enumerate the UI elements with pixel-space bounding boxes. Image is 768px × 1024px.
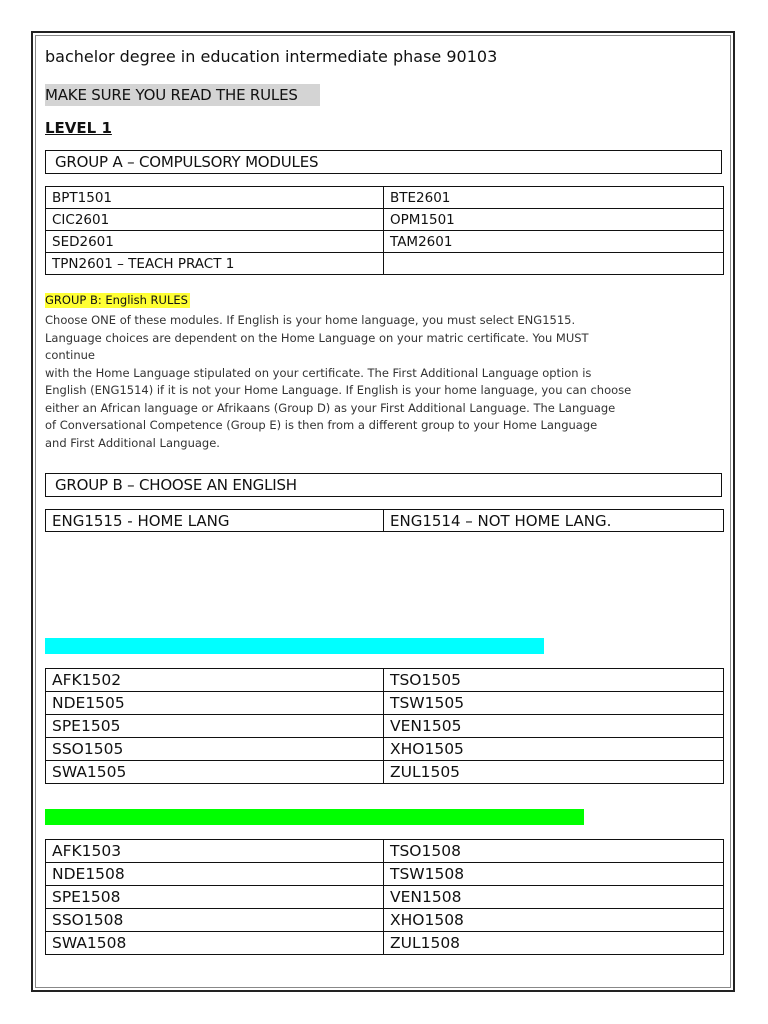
group-b-rules-label: GROUP B: English RULES	[45, 293, 188, 307]
group-c-table	[45, 668, 724, 784]
module-code: XHO1505	[384, 738, 724, 761]
table-row	[46, 510, 724, 532]
module-code: ENG1514 – NOT HOME LANG.	[384, 510, 724, 532]
rules-line: with the Home Language stipulated on your certificate. The First Additional Language option is	[45, 365, 592, 380]
module-code: BTE2601	[384, 187, 724, 209]
group-a-header: GROUP A – COMPULSORY MODULES	[45, 150, 722, 174]
table-row	[46, 209, 724, 231]
table-row	[46, 692, 724, 715]
table-row	[46, 669, 724, 692]
table-row	[46, 840, 724, 863]
module-code: AFK1503	[46, 840, 384, 863]
group-b-rules-text	[45, 312, 719, 452]
document-title: bachelor degree in education intermediate phase 90103	[45, 47, 498, 66]
module-code: NDE1508	[46, 863, 384, 886]
module-code: CIC2601	[46, 209, 384, 231]
module-code: BPT1501	[46, 187, 384, 209]
module-code: SWA1505	[46, 761, 384, 784]
module-code: TSW1505	[384, 692, 724, 715]
rules-line: either an African language or Afrikaans (Group D) as your First Additional Language. The Language	[45, 400, 616, 415]
module-code: SSO1505	[46, 738, 384, 761]
table-row	[46, 187, 724, 209]
table-row	[46, 715, 724, 738]
module-code: TSW1508	[384, 863, 724, 886]
rules-line: Choose ONE of these modules. If English is your home language, you must select ENG1515.	[45, 313, 576, 327]
module-code: SSO1508	[46, 909, 384, 932]
table-row	[46, 738, 724, 761]
table-row	[46, 253, 724, 275]
table-row	[46, 886, 724, 909]
table-row	[46, 932, 724, 955]
module-code: XHO1508	[384, 909, 724, 932]
module-code: SPE1505	[46, 715, 384, 738]
rules-line: continue	[45, 348, 96, 362]
group-d-highlight-bar	[45, 809, 584, 825]
module-code: OPM1501	[384, 209, 724, 231]
group-b-table	[45, 509, 724, 532]
group-d-table	[45, 839, 724, 955]
module-code: VEN1508	[384, 886, 724, 909]
module-code: ZUL1508	[384, 932, 724, 955]
group-b-header: GROUP B – CHOOSE AN ENGLISH	[45, 473, 722, 497]
rules-banner: MAKE SURE YOU READ THE RULES	[45, 84, 320, 106]
table-row	[46, 761, 724, 784]
module-code: ENG1515 - HOME LANG	[46, 510, 384, 532]
table-row	[46, 231, 724, 253]
module-code	[384, 253, 724, 275]
rules-line: Language choices are dependent on the Home Language on your matric certificate. You MUST	[45, 330, 589, 345]
module-code: AFK1502	[46, 669, 384, 692]
module-code: TAM2601	[384, 231, 724, 253]
module-code: VEN1505	[384, 715, 724, 738]
group-c-highlight-bar	[45, 638, 544, 654]
rules-line: and First Additional Language.	[45, 435, 220, 450]
rules-line: English (ENG1514) if it is not your Home Language. If English is your home language, you can choose	[45, 383, 632, 397]
module-code: TSO1505	[384, 669, 724, 692]
table-row	[46, 863, 724, 886]
module-code: NDE1505	[46, 692, 384, 715]
module-code: SPE1508	[46, 886, 384, 909]
module-code: ZUL1505	[384, 761, 724, 784]
rules-line: of Conversational Competence (Group E) is then from a different group to your Home Language	[45, 418, 598, 432]
module-code: TPN2601 – TEACH PRACT 1	[46, 253, 384, 275]
level-heading: LEVEL 1	[45, 119, 112, 137]
module-code: SWA1508	[46, 932, 384, 955]
module-code: SED2601	[46, 231, 384, 253]
table-row	[46, 909, 724, 932]
group-a-table	[45, 186, 724, 275]
module-code: TSO1508	[384, 840, 724, 863]
